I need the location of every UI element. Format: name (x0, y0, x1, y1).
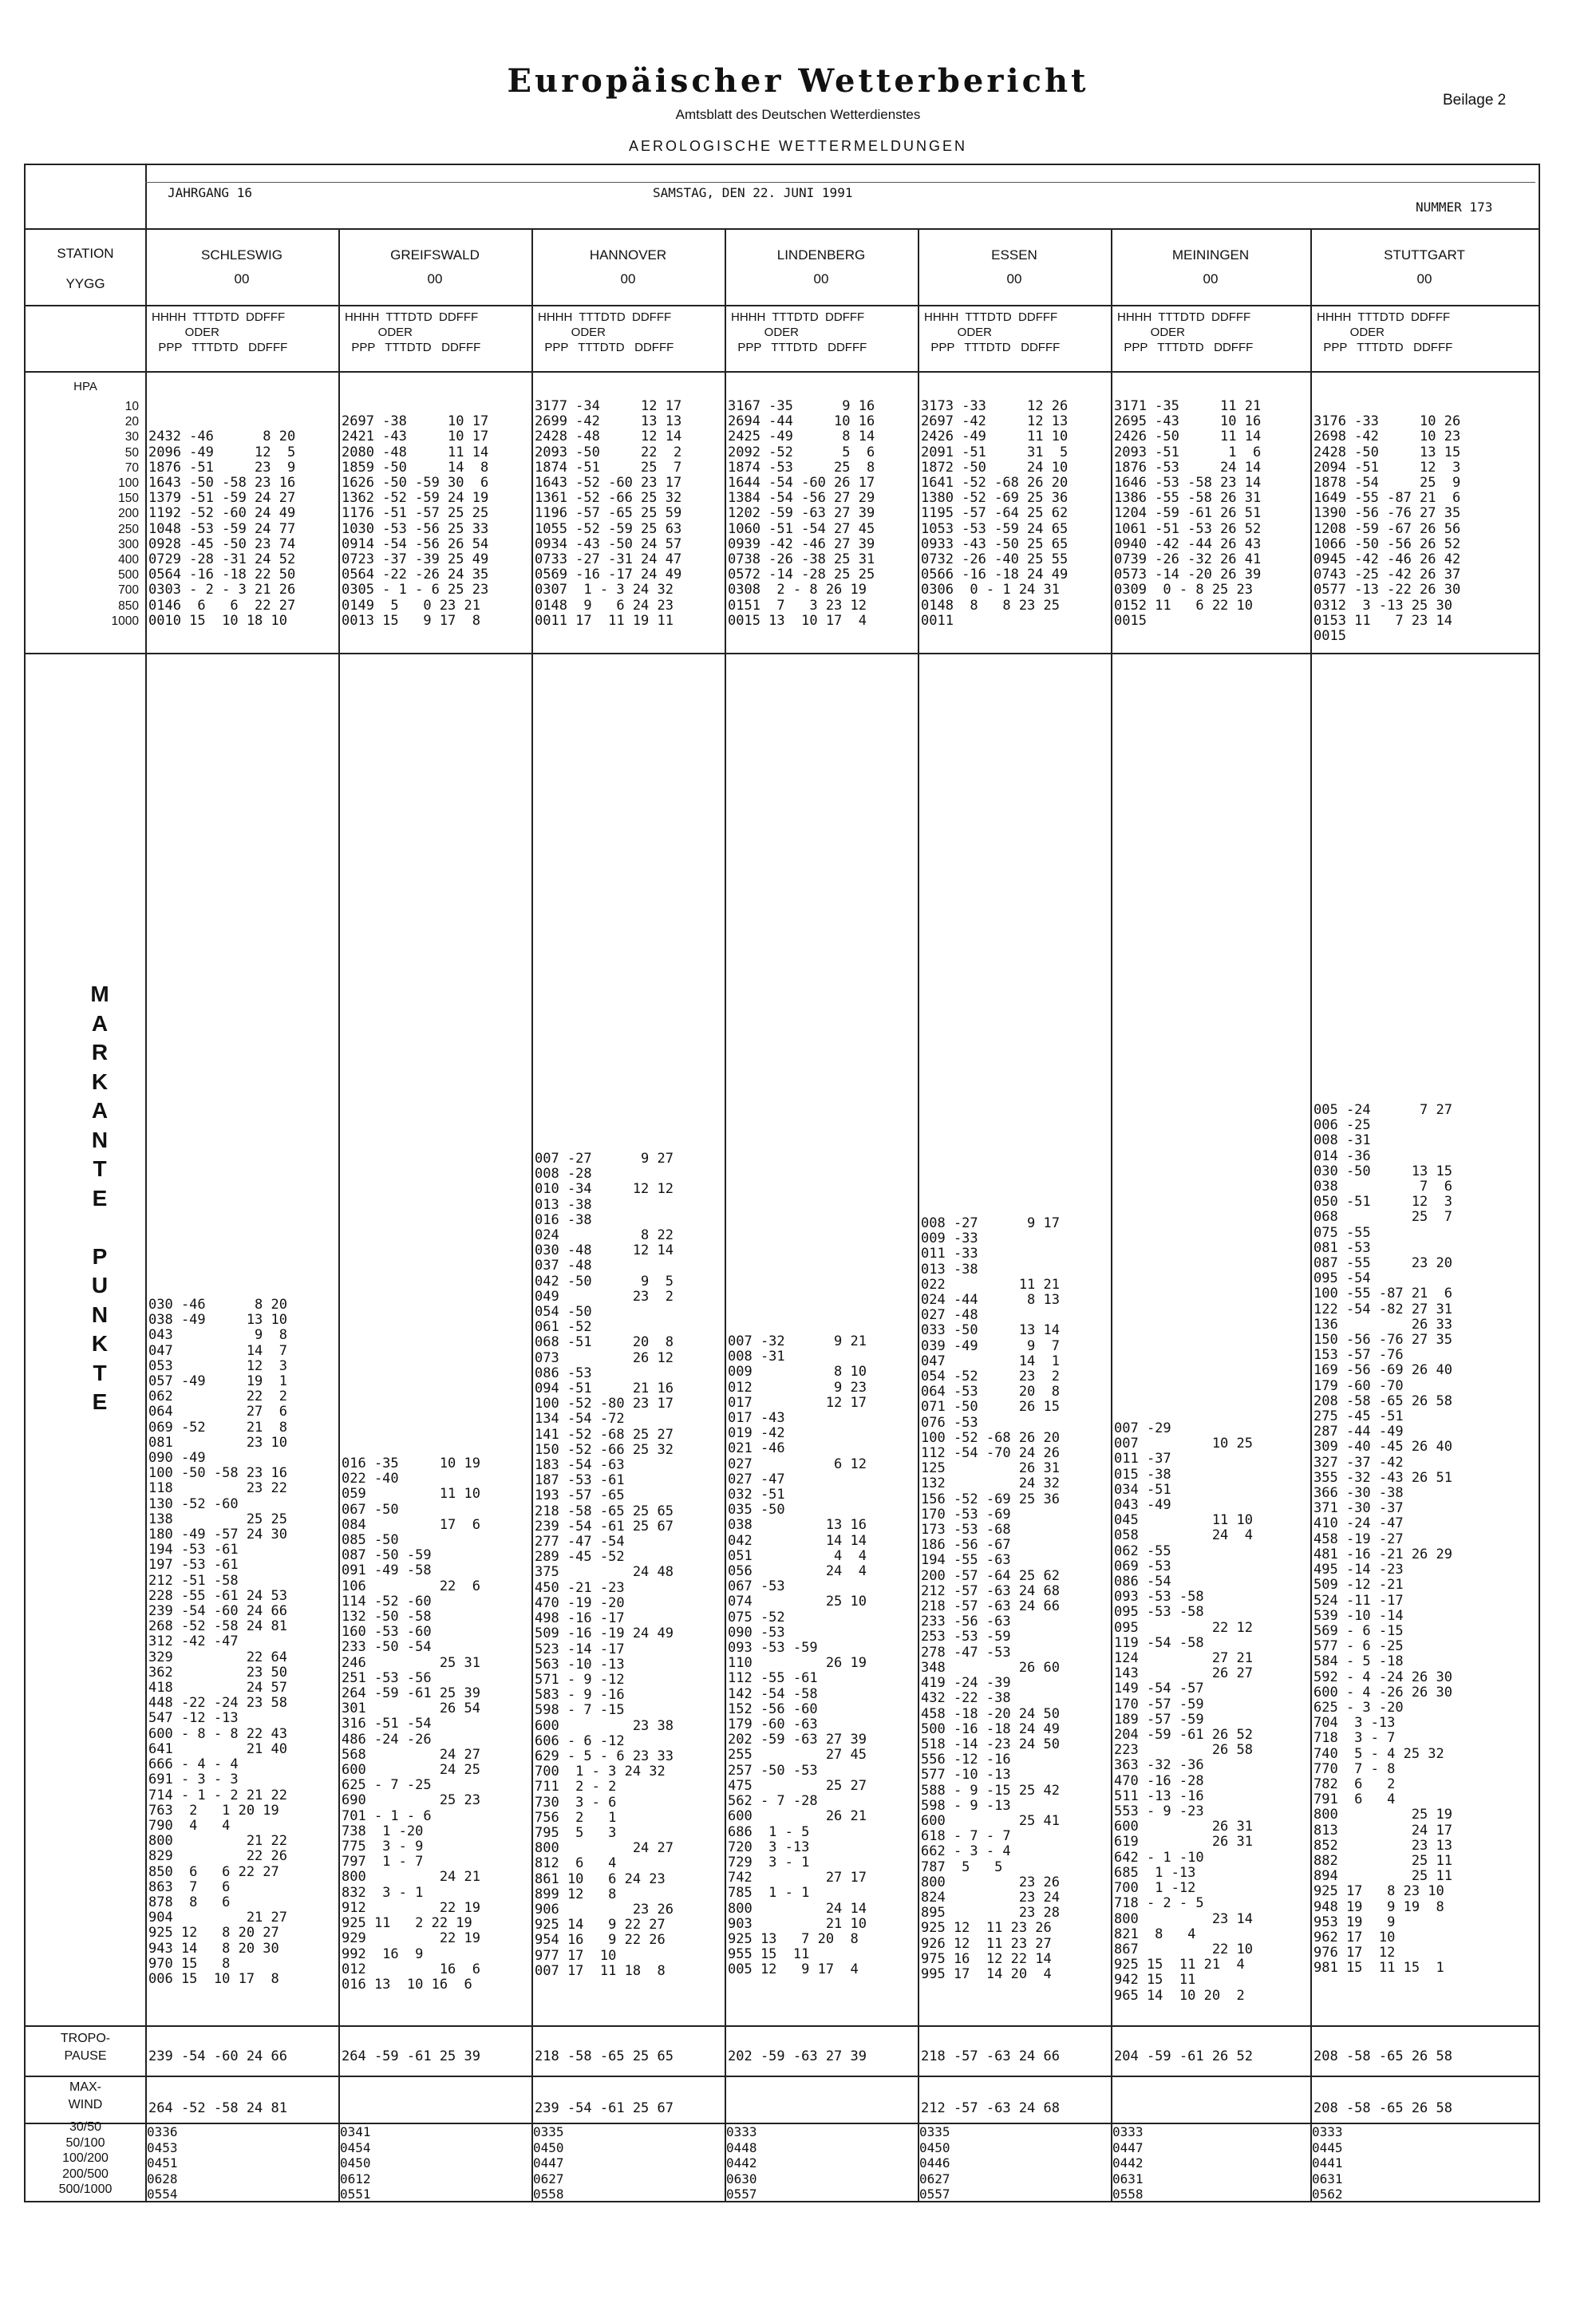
pressure-levels: 10 20 30 50 70 100 150 200 250 300 400 500 700 850 1000 (111, 400, 139, 628)
significant-points-data: 030 -46 8 20 038 -49 13 10 043 9 8 047 14 7 053 12 3 057 -49 19 1 062 22 2 064 27 6 069 -52 21 8 081 23 10 090 -49 100 -50 -58 23 16 118 23 22 130 -52 -60 138 25 25 180 -49 -57 24 30 194 -53 -61 197 -53 -61 212 -51 -58 228 -55 -61 24 53 239 -54 -60 24 66 268 -52 -58 24 81 312 -42 -47 329 22 64 362 23 50 418 24 57 448 -22 -24 23 58 547 -12 -13 600 - 8 - 8 22 43 641 21 40 666 - 4 - 4 691 - 3 - 3 714 - 1 - 2 21 22 763 2 1 20 19 790 4 4 800 21 22 829 22 26 850 6 6 22 27 863 7 6 878 8 6 904 21 27 925 12 8 20 27 943 14 8 20 30 970 15 8 006 15 10 17 8 (148, 1297, 287, 1987)
section-title: AEROLOGISCHE WETTERMELDUNGEN (628, 138, 968, 154)
standard-levels-data: 2432 -46 8 20 2096 -49 12 5 1876 -51 23 9 1643 -50 -58 23 16 1379 -51 -59 24 27 1192 -52 -60 24 49 1048 -53 -59 24 77 0928 -45 -50 23 74 0729 -28 -31 24 52 0564 -16 -18 22 50 0303 - 2 - 3 21 26 0146 6 6 22 27 0010 15 10 18 10 (148, 429, 296, 629)
column-header: HHHH TTTDTD DDFFF ODER PPP TTTDTD DDFFF (924, 310, 1061, 354)
shear-data: 0341 0454 0450 0612 0551 (340, 2124, 371, 2202)
station-code: 00 (1006, 271, 1022, 286)
standard-levels-data: 3176 -33 10 26 2698 -42 10 23 2428 -50 13 15 2094 -51 12 3 1878 -54 25 9 1649 -55 -87 21 6 1390 -56 -76 27 35 1208 -59 -67 26 56 1066 -50 -56 26 52 0945 -42 -46 26 42 0743 -25 -42 26 37 0577 -13 -22 26 30 0312 3 -13 25 30 0153 11 7 23 14 0015 (1314, 413, 1461, 645)
maxwind-data: 239 -54 -61 25 67 (535, 2100, 674, 2116)
station-name: SCHLESWIG (200, 247, 283, 263)
shear-data: 0335 0450 0446 0627 0557 (919, 2124, 950, 2202)
shear-data: 0335 0450 0447 0627 0558 (533, 2124, 564, 2202)
tropopause-data: 264 -59 -61 25 39 (342, 2048, 480, 2064)
standard-levels-data: 3167 -35 9 16 2694 -44 10 16 2425 -49 8 14 2092 -52 5 6 1874 -53 25 8 1644 -54 -60 26 17 1384 -54 -56 27 29 1202 -59 -63 27 39 1060 -51 -54 27 45 0939 -42 -46 27 39 0738 -26 -38 25 31 0572 -14 -28 25 25 0308 2 - 8 26 19 0151 7 3 23 12 0015 13 10 17 4 (728, 398, 875, 629)
supplement-label: Beilage 2 (1443, 92, 1507, 109)
station-code: 00 (1203, 271, 1219, 286)
significant-points-data: 007 -32 9 21 008 -31 009 8 10 012 9 23 017 12 17 017 -43 019 -42 021 -46 027 6 12 027 -47 032 -51 035 -50 038 13 16 042 14 14 051 4 4 056 24 4 067 -53 074 25 10 075 -52 090 -53 093 -53 -59 110 26 19 112 -55 -61 142 -54 -58 152 -56 -60 179 -60 -63 202 -59 -63 27 39 255 27 45 257 -50 -53 475 25 27 562 - 7 -28 600 26 21 686 1 - 5 720 3 -13 729 3 - 1 742 27 17 785 1 - 1 800 24 14 903 21 10 925 13 7 20 8 955 15 11 005 12 9 17 4 (728, 1333, 867, 1978)
shear-data: 0333 0445 0441 0631 0562 (1312, 2124, 1343, 2202)
tropopause-data: 218 -57 -63 24 66 (921, 2048, 1060, 2064)
date-label: SAMSTAG, DEN 22. JUNI 1991 (653, 185, 853, 200)
standard-levels-data: 3177 -34 12 17 2699 -42 13 13 2428 -48 12 14 2093 -50 22 2 1874 -51 25 7 1643 -52 -60 23 17 1361 -52 -66 25 32 1196 -57 -65 25 59 1055 -52 -59 25 63 0934 -43 -50 24 57 0733 -27 -31 24 47 0569 -16 -17 24 49 0307 1 - 3 24 32 0148 9 6 24 23 0011 17 11 19 11 (535, 398, 682, 629)
report-title: Europäischer Wetterbericht (507, 62, 1089, 100)
significant-points-data: 008 -27 9 17 009 -33 011 -33 013 -38 022 11 21 024 -44 8 13 027 -48 033 -50 13 14 039 -49 9 7 047 14 1 054 -52 23 2 064 -53 20 8 071 -50 26 15 076 -53 100 -52 -68 26 20 112 -54 -70 24 26 125 26 31 132 24 32 156 -52 -69 25 36 170 -53 -69 173 -53 -68 186 -56 -67 194 -55 -63 200 -57 -64 25 62 212 -57 -63 24 68 218 -57 -63 24 66 233 -56 -63 253 -53 -59 278 -47 -53 348 26 60 419 -24 -39 432 -22 -38 458 -18 -20 24 50 500 -16 -18 24 49 518 -14 -23 24 50 556 -12 -16 577 -10 -13 588 - 9 -15 25 42 598 - 9 -13 600 25 41 618 - 7 - 7 662 - 3 - 4 787 5 5 800 23 26 824 23 24 895 23 28 925 12 11 23 26 926 12 11 23 27 975 16 12 22 14 995 17 14 20 4 (921, 1215, 1060, 1982)
station-name: ESSEN (991, 247, 1037, 263)
station-code: 00 (427, 271, 443, 286)
tropopause-data: 208 -58 -65 26 58 (1314, 2048, 1452, 2064)
tropopause-data: 239 -54 -60 24 66 (148, 2048, 287, 2064)
significant-points-data: 016 -35 10 19 022 -40 059 11 10 067 -50 084 17 6 085 -50 087 -50 -59 091 -49 -58 106 22 6 114 -52 -60 132 -50 -58 160 -53 -60 233 -50 -54 246 25 31 251 -53 -56 264 -59 -61 25 39 301 26 54 316 -51 -54 486 -24 -26 568 24 27 600 24 25 625 - 7 -25 690 25 23 701 - 1 - 6 738 1 -20 775 3 - 9 797 1 - 7 800 24 21 832 3 - 1 912 22 19 925 11 2 22 19 929 22 19 992 16 9 012 16 6 016 13 10 16 6 (342, 1456, 480, 1993)
station-name: GREIFSWALD (390, 247, 480, 263)
tropopause-label: TROPO- PAUSE (60, 2032, 111, 2063)
standard-levels-data: 2697 -38 10 17 2421 -43 10 17 2080 -48 11 14 1859 -50 14 8 1626 -50 -59 30 6 1362 -52 -59 24 19 1176 -51 -57 25 25 1030 -53 -56 25 33 0914 -54 -56 26 54 0723 -37 -39 25 49 0564 -22 -26 24 35 0305 - 1 - 6 25 23 0149 5 0 23 21 0013 15 9 17 8 (342, 413, 489, 629)
column-header: HHHH TTTDTD DDFFF ODER PPP TTTDTD DDFFF (1117, 310, 1254, 354)
station-name: LINDENBERG (776, 247, 866, 263)
report-subtitle: Amtsblatt des Deutschen Wetterdienstes (675, 107, 921, 122)
column-header: HHHH TTTDTD DDFFF ODER PPP TTTDTD DDFFF (731, 310, 867, 354)
maxwind-data: 212 -57 -63 24 68 (921, 2100, 1060, 2116)
tropopause-data: 204 -59 -61 26 52 (1114, 2048, 1253, 2064)
station-name: STUTTGART (1384, 247, 1465, 263)
significant-points-data: 007 -29 007 10 25 011 -37 015 -38 034 -51 043 -49 045 11 10 058 24 4 062 -55 069 -53 086 -54 093 -53 -58 095 -53 -58 095 22 12 119 -54 -58 124 27 21 143 26 27 149 -54 -57 170 -57 -59 189 -57 -59 204 -59 -61 26 52 223 26 58 363 -32 -36 470 -16 -28 511 -13 -16 553 - 9 -23 600 26 31 619 26 31 642 - 1 -10 685 1 -13 700 1 -12 718 - 2 - 5 800 23 14 821 8 4 867 22 10 925 15 11 21 4 942 15 11 965 14 10 20 2 (1114, 1420, 1253, 2004)
column-header: HHHH TTTDTD DDFFF ODER PPP TTTDTD DDFFF (1317, 310, 1453, 354)
hpa-label: HPA (73, 380, 97, 393)
station-code: 00 (234, 271, 250, 286)
column-header: HHHH TTTDTD DDFFF ODER PPP TTTDTD DDFFF (345, 310, 481, 354)
station-code: 00 (813, 271, 829, 286)
station-name: MEININGEN (1171, 247, 1250, 263)
tropopause-data: 202 -59 -63 27 39 (728, 2048, 867, 2064)
tropopause-data: 218 -58 -65 25 65 (535, 2048, 674, 2064)
yygg-label: YYGG (65, 276, 105, 291)
column-header: HHHH TTTDTD DDFFF ODER PPP TTTDTD DDFFF (152, 310, 288, 354)
significant-points-data: 005 -24 7 27 006 -25 008 -31 014 -36 030 -50 13 15 038 7 6 050 -51 12 3 068 25 7 075 -55 081 -53 087 -55 23 20 095 -54 100 -55 -87 21 6 122 -54 -82 27 31 136 26 33 150 -56 -76 27 35 153 -57 -76 169 -56 -69 26 40 179 -60 -70 208 -58 -65 26 58 275 -45 -51 287 -44 -49 309 -40 -45 26 40 327 -37 -42 355 -32 -43 26 51 366 -30 -38 371 -30 -37 410 -24 -47 458 -19 -27 481 -16 -21 26 29 495 -14 -23 509 -12 -21 524 -11 -17 539 -10 -14 569 - 6 -15 577 - 6 -25 584 - 5 -18 592 - 4 -24 26 30 600 - 4 -26 26 30 625 - 3 -20 704 3 -13 718 3 - 7 740 5 - 4 25 32 770 7 - 8 782 6 2 791 6 4 800 25 19 813 24 17 852 23 13 882 25 11 894 25 11 925 17 8 23 10 948 19 9 19 8 953 19 9 962 17 10 976 17 12 981 15 11 15 1 (1314, 1102, 1452, 1977)
station-code: 00 (1416, 271, 1432, 286)
issue-number: NUMMER 173 (1416, 199, 1493, 215)
shear-data: 0333 0448 0442 0630 0557 (726, 2124, 757, 2202)
standard-levels-data: 3173 -33 12 26 2697 -42 12 13 2426 -49 11 10 2091 -51 31 5 1872 -50 24 10 1641 -52 -68 26 20 1380 -52 -69 25 36 1195 -57 -64 25 62 1053 -53 -59 24 65 0933 -43 -50 25 65 0732 -26 -40 25 55 0566 -16 -18 24 49 0306 0 - 1 24 31 0148 8 8 23 25 0011 (921, 398, 1069, 629)
column-header: HHHH TTTDTD DDFFF ODER PPP TTTDTD DDFFF (538, 310, 674, 354)
station-code: 00 (620, 271, 636, 286)
maxwind-data: 208 -58 -65 26 58 (1314, 2100, 1452, 2116)
station-label: STATION (57, 246, 114, 261)
standard-levels-data: 3171 -35 11 21 2695 -43 10 16 2426 -50 11 14 2093 -51 1 6 1876 -53 24 14 1646 -53 -58 23 14 1386 -55 -58 26 31 1204 -59 -61 26 51 1061 -51 -53 26 52 0940 -42 -44 26 43 0739 -26 -32 26 41 0573 -14 -20 26 39 0309 0 - 8 25 23 0152 11 6 22 10 0015 (1114, 398, 1262, 629)
maxwind-label: MAX- WIND (68, 2080, 103, 2111)
volume-label: JAHRGANG 16 (168, 185, 252, 200)
shear-labels: 30/50 50/100 100/200 200/500 500/1000 (58, 2120, 113, 2196)
maxwind-data: 264 -52 -58 24 81 (148, 2100, 287, 2116)
shear-data: 0333 0447 0442 0631 0558 (1112, 2124, 1144, 2202)
markante-punkte-label: M A R K A N T E P U N K T E (90, 982, 109, 1414)
shear-data: 0336 0453 0451 0628 0554 (147, 2124, 178, 2202)
significant-points-data: 007 -27 9 27 008 -28 010 -34 12 12 013 -38 016 -38 024 8 22 030 -48 12 14 037 -48 042 -50 9 5 049 23 2 054 -50 061 -52 068 -51 20 8 073 26 12 086 -53 094 -51 21 16 100 -52 -80 23 17 134 -54 -72 141 -52 -68 25 27 150 -52 -66 25 32 183 -54 -63 187 -53 -61 193 -57 -65 218 -58 -65 25 65 239 -54 -61 25 67 277 -47 -54 289 -45 -52 375 24 48 450 -21 -23 470 -19 -20 498 -16 -17 509 -16 -19 24 49 523 -14 -17 563 -10 -13 571 - 9 -12 583 - 9 -16 598 - 7 -15 600 23 38 606 - 6 -12 629 - 5 - 6 23 33 700 1 - 3 24 32 711 2 - 2 730 3 - 6 756 2 1 795 5 3 800 24 27 812 6 4 861 10 6 24 23 899 12 8 906 23 26 925 14 9 22 27 954 16 9 22 26 977 17 10 007 17 11 18 8 (535, 1151, 674, 1979)
station-name: HANNOVER (589, 247, 667, 263)
